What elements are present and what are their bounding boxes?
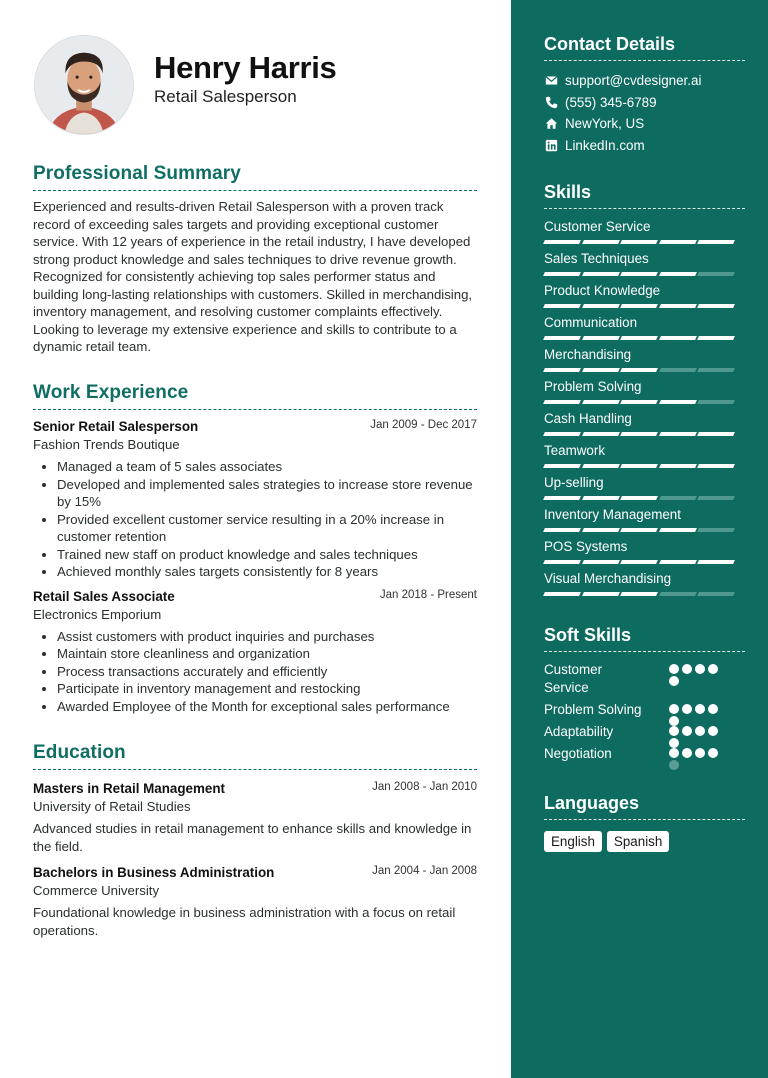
skills-section — [544, 182, 745, 603]
experience-section — [33, 382, 477, 715]
soft-skill-item — [544, 701, 745, 723]
skill-name: Cash Handling — [544, 411, 632, 426]
soft-skills-list — [544, 661, 745, 781]
rating-dot — [669, 704, 679, 714]
job-entry — [33, 418, 477, 581]
education-description: Advanced studies in retail management to enhance skills and knowledge in the field. — [33, 821, 472, 854]
linkedin-icon — [544, 138, 558, 152]
rating-dot — [695, 748, 705, 758]
bullet-item: • Developed and implemented sales strategies to increase store revenue by 15% — [57, 476, 477, 511]
skill-bar-segment — [582, 240, 619, 244]
skill-bar-segment — [697, 368, 734, 372]
skill-bar-segment — [659, 272, 696, 276]
profile-photo — [35, 36, 133, 134]
skill-level-bar — [544, 464, 734, 469]
school-name: Commerce University — [33, 883, 160, 898]
skill-bar-segment — [620, 240, 657, 244]
skill-name: Visual Merchandising — [544, 571, 672, 586]
skill-level-bar — [544, 432, 734, 437]
skill-bar-segment — [659, 496, 696, 500]
home-icon — [544, 117, 558, 131]
education-dates: Jan 2004 - Jan 2008 — [372, 865, 477, 877]
skill-bar-segment — [582, 464, 619, 468]
skill-item — [544, 507, 745, 539]
languages-heading: Languages — [544, 793, 745, 820]
skill-bar-segment — [697, 432, 734, 436]
job-bullets — [33, 628, 477, 716]
skill-bar-segment — [620, 528, 657, 532]
skills-heading: Skills — [544, 182, 745, 209]
skill-bar-segment — [659, 304, 696, 308]
contact-phone[interactable] — [544, 92, 745, 114]
skill-level-bar — [544, 496, 734, 501]
language-list — [544, 831, 745, 852]
skill-name: Inventory Management — [544, 507, 681, 522]
skill-bar-segment — [697, 304, 734, 308]
skill-bar-segment — [620, 464, 657, 468]
job-title: Retail Sales Associate — [33, 588, 175, 604]
job-dates: Jan 2009 - Dec 2017 — [370, 419, 477, 431]
degree-title: Masters in Retail Management — [33, 781, 225, 796]
skill-bar-segment — [543, 368, 580, 372]
bullet-item: • Achieved monthly sales targets consistently for 8 years — [57, 563, 477, 581]
rating-dot — [669, 664, 679, 674]
skill-bar-segment — [697, 240, 734, 244]
summary-section — [33, 163, 477, 356]
skill-bar-segment — [582, 432, 619, 436]
job-company: Fashion Trends Boutique — [33, 437, 180, 452]
education-heading: Education — [33, 742, 477, 770]
job-entry — [33, 588, 477, 716]
school-name: University of Retail Studies — [33, 799, 191, 814]
soft-skills-section — [544, 625, 745, 781]
skill-bar-segment — [620, 272, 657, 276]
contact-heading: Contact Details — [544, 34, 745, 61]
skill-item — [544, 379, 745, 411]
soft-skill-name: Problem Solving — [544, 702, 642, 717]
rating-dot — [708, 664, 718, 674]
education-entry — [33, 780, 477, 855]
rating-dot — [695, 664, 705, 674]
education-dates: Jan 2008 - Jan 2010 — [372, 781, 477, 793]
skill-bar-segment — [543, 272, 580, 276]
bullet-item: • Trained new staff on product knowledge and sales techniques — [57, 546, 477, 564]
job-title: Senior Retail Salesperson — [33, 419, 199, 434]
skill-level-bar — [544, 272, 734, 277]
rating-dot — [708, 726, 718, 736]
soft-skills-heading: Soft Skills — [544, 625, 745, 652]
skill-bar-segment — [620, 304, 657, 308]
soft-skill-rating — [669, 748, 729, 770]
skill-bar-segment — [659, 432, 696, 436]
phone-icon — [544, 95, 558, 109]
summary-heading: Professional Summary — [33, 163, 477, 191]
skill-bar-segment — [582, 560, 619, 564]
soft-skill-name: Customer Service — [544, 662, 603, 695]
candidate-name: Henry Harris — [154, 50, 337, 85]
skill-item — [544, 475, 745, 507]
bullet-item: • Process transactions accurately and efficiently — [57, 663, 477, 681]
soft-skill-rating — [669, 664, 729, 686]
skill-bar-segment — [620, 592, 657, 596]
skill-bar-segment — [697, 464, 734, 468]
education-description: Foundational knowledge in business administration with a focus on retail operations. — [33, 905, 456, 938]
skill-bar-segment — [659, 560, 696, 564]
job-dates: Jan 2018 - Present — [379, 588, 477, 601]
rating-dot — [682, 748, 692, 758]
skill-level-bar — [544, 560, 734, 565]
skill-name: Product Knowledge — [544, 283, 661, 298]
skill-item — [544, 347, 745, 379]
skill-item — [544, 219, 745, 251]
skill-bar-segment — [543, 336, 580, 340]
skill-bar-segment — [659, 336, 696, 340]
skill-item — [544, 315, 745, 347]
soft-skill-item — [544, 661, 745, 695]
rating-dot — [708, 748, 718, 758]
sidebar — [511, 0, 768, 1078]
skill-bar-segment — [659, 464, 696, 468]
skill-name: Sales Techniques — [544, 251, 649, 266]
rating-dot — [682, 726, 692, 736]
skill-bar-segment — [543, 592, 580, 596]
skill-bar-segment — [697, 560, 734, 564]
language-tag: Spanish — [607, 831, 669, 852]
bullet-item: • Participate in inventory management and restocking — [57, 680, 477, 698]
skill-name: Communication — [544, 315, 638, 330]
skill-item — [544, 443, 745, 475]
skill-bar-segment — [620, 336, 657, 340]
skill-bar-segment — [620, 432, 657, 436]
contact-linkedin[interactable] — [544, 135, 745, 157]
soft-skill-item — [544, 745, 745, 767]
skill-level-bar — [544, 336, 734, 341]
skill-bar-segment — [697, 336, 734, 340]
experience-heading: Work Experience — [33, 382, 477, 410]
skill-bar-segment — [543, 400, 580, 404]
rating-dot — [669, 676, 679, 686]
skill-bar-segment — [582, 336, 619, 340]
linkedin-text: LinkedIn.com — [565, 137, 645, 153]
skill-bar-segment — [659, 240, 696, 244]
job-bullets — [33, 458, 477, 581]
skill-name: Problem Solving — [544, 379, 642, 394]
skill-bar-segment — [620, 368, 657, 372]
skill-bar-segment — [582, 368, 619, 372]
phone-text: (555) 345-6789 — [565, 94, 657, 110]
skill-bar-segment — [620, 560, 657, 564]
skill-bar-segment — [543, 528, 580, 532]
skill-item — [544, 571, 745, 603]
skill-level-bar — [544, 240, 734, 245]
skill-bar-segment — [697, 400, 734, 404]
skill-bar-segment — [697, 272, 734, 276]
skill-name: Teamwork — [544, 443, 606, 458]
skill-level-bar — [544, 592, 734, 597]
skill-bar-segment — [582, 400, 619, 404]
email-text: support@cvdesigner.ai — [565, 73, 702, 89]
rating-dot — [695, 726, 705, 736]
skill-bar-segment — [659, 528, 696, 532]
skill-level-bar — [544, 400, 734, 405]
skill-item — [544, 411, 745, 443]
skill-bar-segment — [543, 464, 580, 468]
skill-bar-segment — [697, 496, 734, 500]
contact-location — [544, 113, 745, 135]
rating-dot — [669, 748, 679, 758]
skill-bar-segment — [543, 240, 580, 244]
bullet-item: • Managed a team of 5 sales associates — [57, 458, 477, 476]
skill-bar-segment — [697, 592, 734, 596]
soft-skill-name: Adaptability — [544, 724, 614, 739]
candidate-role: Retail Salesperson — [154, 87, 297, 106]
skill-name: Up-selling — [544, 475, 604, 490]
skill-item — [544, 539, 745, 571]
skill-bar-segment — [659, 400, 696, 404]
skill-bar-segment — [543, 432, 580, 436]
soft-skill-item — [544, 723, 745, 745]
languages-section — [544, 793, 745, 852]
skill-bar-segment — [543, 496, 580, 500]
contact-section — [544, 34, 745, 156]
skill-bar-segment — [659, 368, 696, 372]
contact-email[interactable] — [544, 70, 745, 92]
rating-dot — [708, 704, 718, 714]
rating-dot — [682, 664, 692, 674]
skill-level-bar — [544, 528, 734, 533]
skill-level-bar — [544, 304, 734, 309]
rating-dot — [695, 704, 705, 714]
skill-item — [544, 251, 745, 283]
envelope-icon — [544, 74, 558, 88]
bullet-item: • Provided excellent customer service resulting in a 20% increase in customer retention — [57, 511, 477, 546]
bullet-item: • Assist customers with product inquiries and purchases — [57, 628, 477, 646]
skill-bar-segment — [582, 496, 619, 500]
skill-bar-segment — [659, 592, 696, 596]
skill-bar-segment — [620, 400, 657, 404]
skill-name: POS Systems — [544, 539, 628, 554]
bullet-item: • Maintain store cleanliness and organization — [57, 645, 477, 663]
skill-bar-segment — [697, 528, 734, 532]
language-tag: English — [544, 831, 602, 852]
soft-skill-name: Negotiation — [544, 746, 612, 761]
skill-bar-segment — [543, 560, 580, 564]
skill-bar-segment — [582, 528, 619, 532]
degree-title: Bachelors in Business Administration — [33, 865, 275, 880]
skill-name: Customer Service — [544, 219, 651, 234]
job-company: Electronics Emporium — [33, 606, 162, 622]
education-section — [33, 742, 477, 939]
rating-dot — [669, 726, 679, 736]
summary-text: Experienced and results-driven Retail Salesperson with a proven track record of exceeding sales targets and providing exceptional customer service. With 12 years of experience in the retail industry, I have developed strong product knowledge and sales techniques to drive revenue growth. Recognized for consistently achieving top sales performer status and building long-lasting relationships with customers. Skilled in merchandising, inventory management, and resolving customer complaints effectively. Looking to leverage my extensive experience and skills to contribute to a dynamic retail team. — [33, 199, 473, 354]
skill-name: Merchandising — [544, 347, 632, 362]
avatar — [34, 35, 134, 135]
location-text: NewYork, US — [565, 116, 645, 132]
bullet-item: • Awarded Employee of the Month for exceptional sales performance — [57, 698, 477, 716]
skill-bar-segment — [620, 496, 657, 500]
rating-dot — [669, 760, 679, 770]
skill-item — [544, 283, 745, 315]
skills-list — [544, 219, 745, 603]
skill-level-bar — [544, 368, 734, 373]
education-entry — [33, 864, 477, 939]
rating-dot — [682, 704, 692, 714]
skill-bar-segment — [543, 304, 580, 308]
skill-bar-segment — [582, 304, 619, 308]
skill-bar-segment — [582, 272, 619, 276]
skill-bar-segment — [582, 592, 619, 596]
